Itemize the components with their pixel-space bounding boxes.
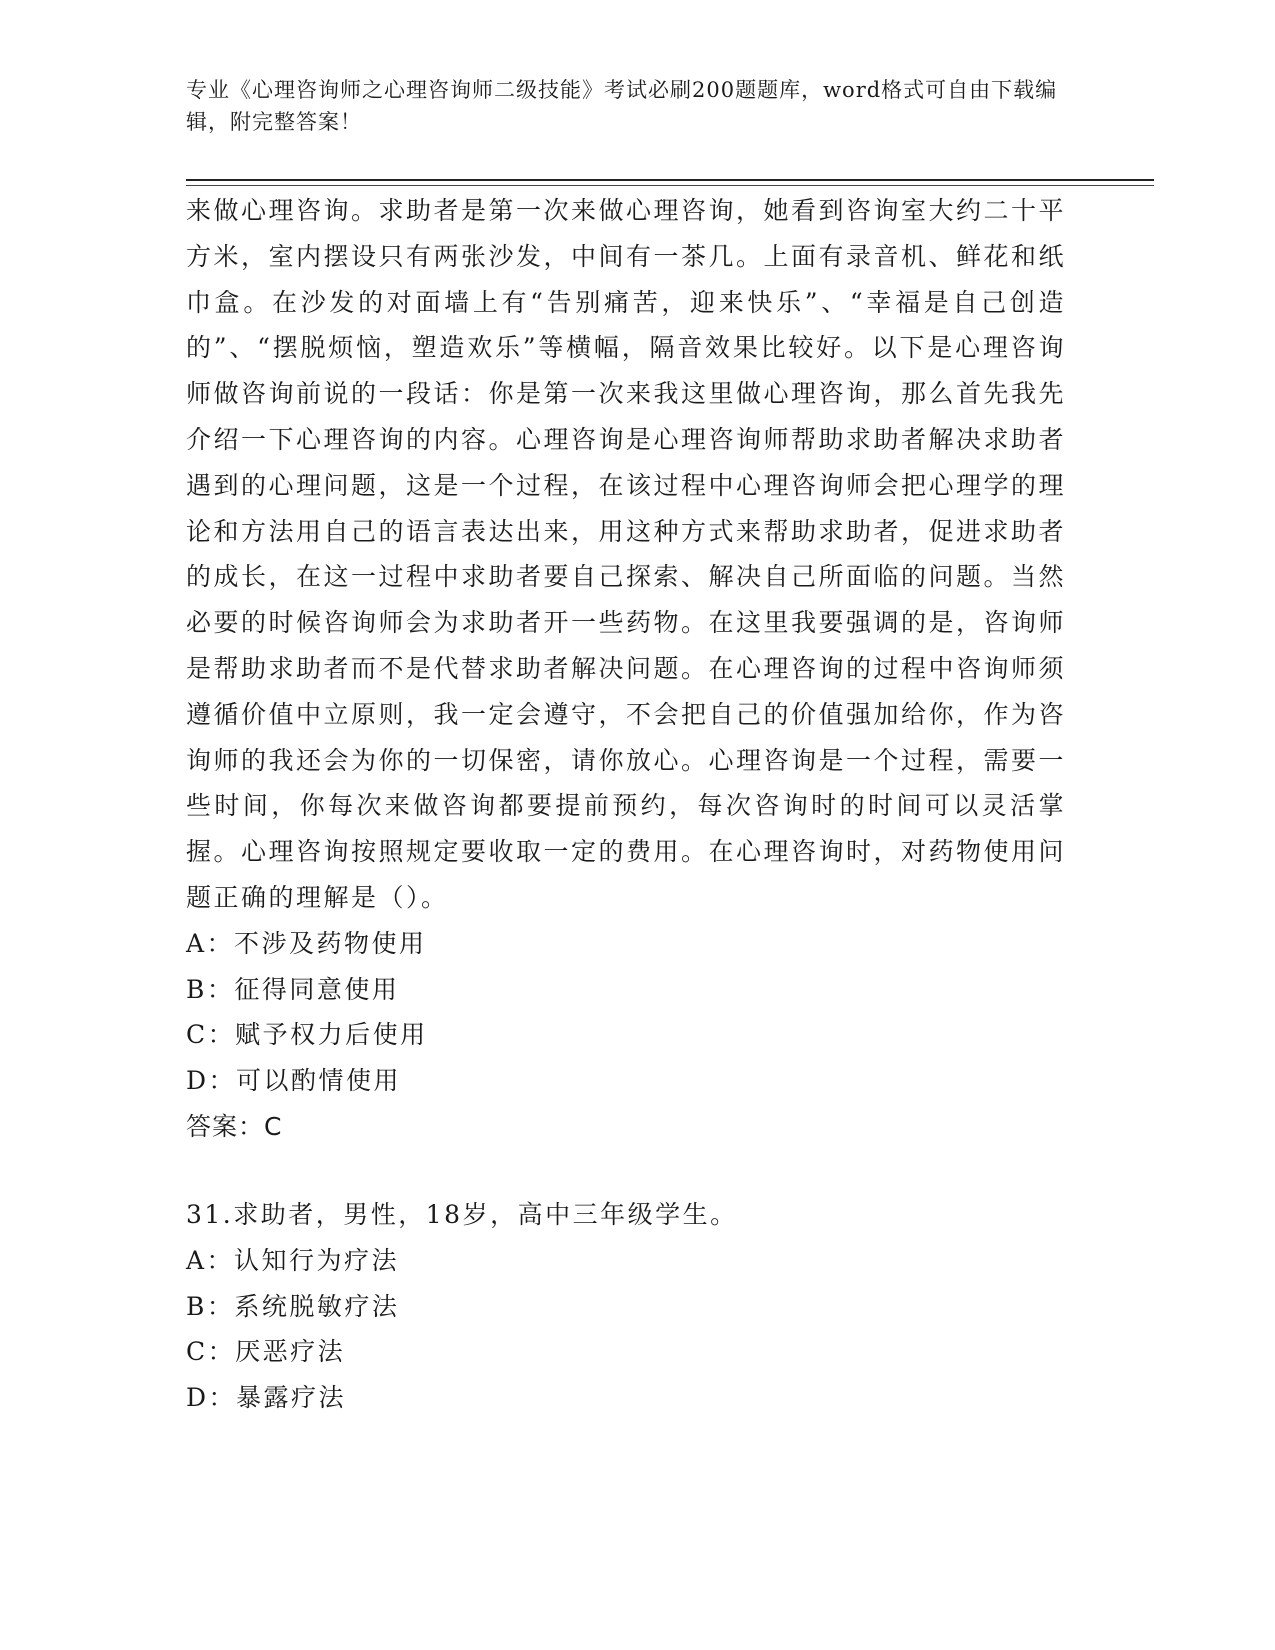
option-a: A：认知行为疗法 <box>186 1245 400 1275</box>
question-30 <box>186 188 1066 1150</box>
header-divider <box>186 179 1154 181</box>
document-body <box>186 188 1066 1421</box>
option-d: D：暴露疗法 <box>186 1383 347 1413</box>
answer-label: 答案：C <box>186 1111 283 1141</box>
question-stem: 来做心理咨询。求助者是第一次来做心理咨询，她看到咨询室大约二十平方米，室内摆设只有两张沙发，中间有一茶几。上面有录音机、鲜花和纸巾盒。在沙发的对面墙上有“告别痛苦，迎来快乐”、“幸福是自己创造的”、“摆脱烦恼，塑造欢乐”等横幅，隔音效果比较好。以下是心理咨询师做咨询前说的一段话：你是第一次来我这里做心理咨询，那么首先我先介绍一下心理咨询的内容。心理咨询是心理咨询师帮助求助者解决求助者遇到的心理问题，这是一个过程，在该过程中心理咨询师会把心理学的理论和方法用自己的语言表达出来，用这种方式来帮助求助者，促进求助者的成长，在这一过程中求助者要自己探索、解决自己所面临的问题。当然必要的时候咨询师会为求助者开一些药物。在这里我要强调的是，咨询师是帮助求助者而不是代替求助者解决问题。在心理咨询的过程中咨询师须遵循价值中立原则，我一定会遵守，不会把自己的价值强加给你，作为咨询师的我还会为你的一切保密，请你放心。心理咨询是一个过程，需要一些时间，你每次来做咨询都要提前预约，每次咨询时的时间可以灵活掌握。心理咨询按照规定要收取一定的费用。在心理咨询时，对药物使用问题正确的理解是（）。 <box>186 196 1067 912</box>
option-a: A：不涉及药物使用 <box>186 928 427 958</box>
option-d: D：可以酌情使用 <box>186 1066 402 1096</box>
question-31 <box>186 1192 1066 1421</box>
question-stem: 31.求助者，男性，18岁，高中三年级学生。 <box>186 1199 738 1229</box>
option-c: C：厌恶疗法 <box>186 1337 346 1367</box>
header-divider-thin <box>186 185 1154 186</box>
option-b: B：系统脱敏疗法 <box>186 1291 400 1321</box>
option-c: C：赋予权力后使用 <box>186 1020 428 1050</box>
question-spacer <box>186 1150 1066 1192</box>
header-title: 专业《心理咨询师之心理咨询师二级技能》考试必刷200题题库，word格式可自由下载编辑，附完整答案！ <box>186 78 1058 134</box>
option-b: B：征得同意使用 <box>186 974 400 1004</box>
page-header <box>186 74 1066 138</box>
